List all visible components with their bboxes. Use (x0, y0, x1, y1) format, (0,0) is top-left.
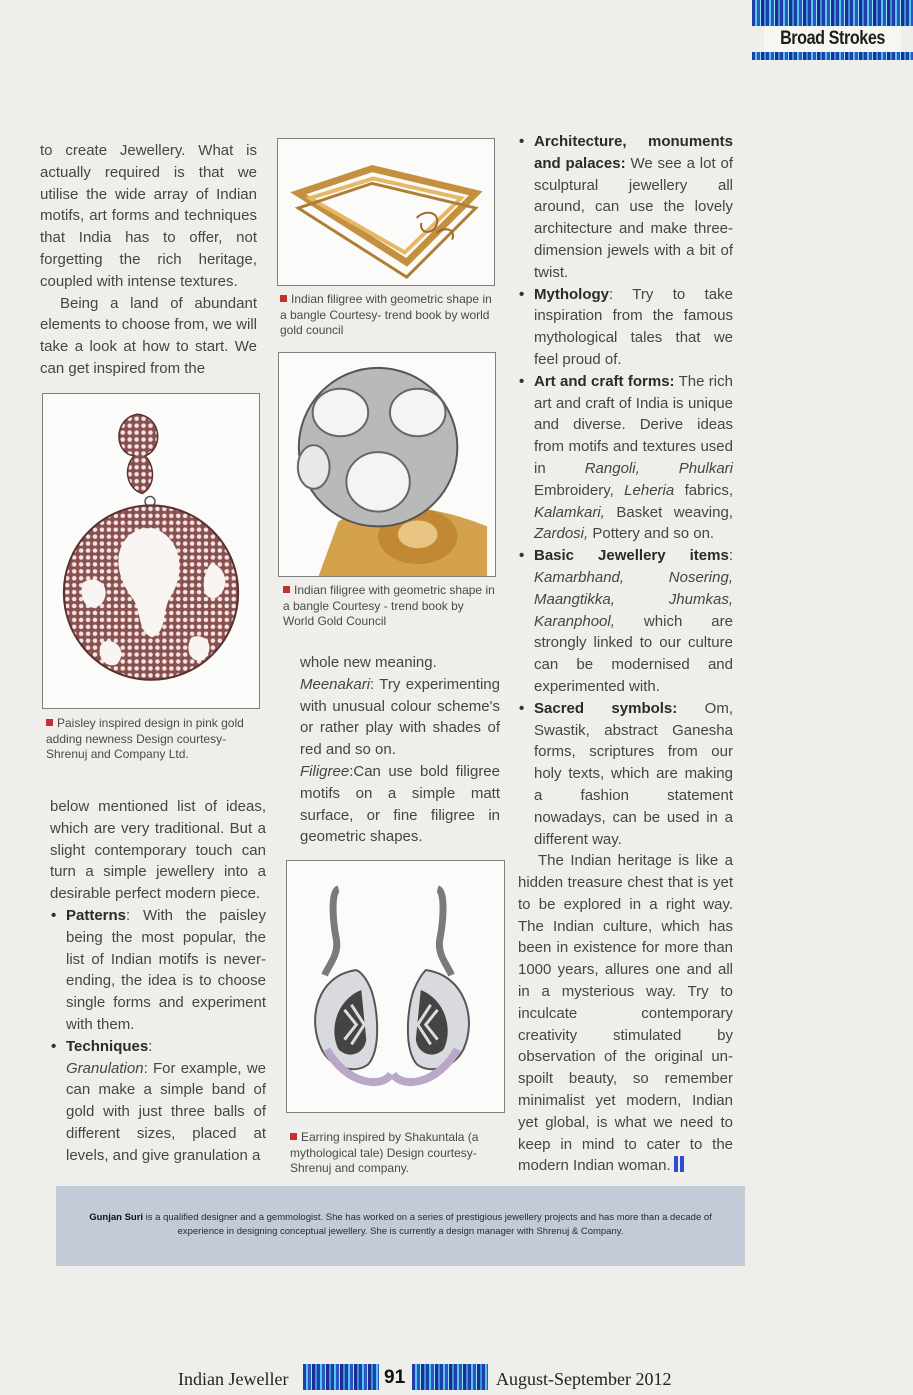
earring-figure (286, 860, 505, 1113)
earring-illustration (287, 861, 504, 1112)
author-name: Gunjan Suri (89, 1212, 144, 1223)
paisley-pendant-illustration (43, 394, 259, 708)
end-mark-icon (674, 1156, 678, 1172)
column3-text (518, 131, 733, 1177)
paisley-figure (42, 393, 260, 709)
paisley-caption: Paisley inspired design in pink gold adding newness Design courtesy- Shrenuj and Company Ltd. (46, 716, 244, 761)
section-title: Broad Strokes (764, 26, 901, 52)
footer-magazine: Indian Jeweller (178, 1369, 289, 1389)
bullet-sacred-symbols: • Sacred symbols: Om, Swastik, abstract Ganesha forms, scriptures from our holy texts, which are making a fashion statement nowadays, can be used in a different way. (518, 698, 733, 851)
caption-marker-icon (283, 586, 290, 593)
column2-text (300, 652, 500, 848)
bangle2-caption: Indian filigree with geometric shape in a bangle Courtesy - trend book by World Gold Council (283, 583, 495, 628)
geometric-bangle-illustration (279, 353, 495, 576)
bullet-basic-jewellery: • Basic Jewellery items: Kamarbhand, Nosering, Maangtikka, Jhumkas, Karanphool, which are strongly linked to our culture can be modernised and experimented with. (518, 545, 733, 698)
author-bio (56, 1186, 745, 1266)
caption-marker-icon (280, 295, 287, 302)
caption-marker-icon (46, 719, 53, 726)
bangle1-caption: Indian filigree with geometric shape in a bangle Courtesy- trend book by world gold council (280, 292, 492, 337)
column1-para2: Being a land of abundant elements to choose from, we will take a look at how to start. We can get inspired from the (40, 294, 257, 377)
bangle-figure-2 (278, 352, 496, 577)
footer-stripes-right (412, 1364, 488, 1390)
footer-stripes-left (303, 1364, 379, 1390)
closing-paragraph: The Indian heritage is like a hidden treasure chest that is yet to be explored in a right way. The Indian culture, which has been in existence for more than 1000 years, allures one and all in a mysterious way. Try to inculcate contemporary creativity stimulated by observation of the original un-spoilt beauty, so remember minimalist yet modern, Indian yet global, is what we need to keep in mind to cater to the modern Indian woman. (518, 852, 733, 1175)
column1-para3: below mentioned list of ideas, which are very traditional. But a slight contemporary touch can turn a simple jewellery into a desirable perfect modern piece. (50, 798, 266, 903)
bullet-patterns: • Patterns: With the paisley being the most popular, the list of Indian motifs is never-ending, the idea is to choose single forms and experiment with them. (50, 905, 266, 1036)
author-bio-text: is a qualified designer and a gemmologist. She has worked on a series of prestigious jewellery projects and has more than a decade of experience in designing conceptual jewellery. She is currently a design manager with Shrenuj & Company. (143, 1212, 712, 1237)
square-bangle-illustration (278, 139, 494, 285)
column1-intro: to create Jewellery. What is actually required is that we utilise the wide array of Indian motifs, art forms and techniques that India has to offer, not forgetting the rich heritage, coupled with intense textures. (40, 142, 257, 290)
granulation-text: Granulation: For example, we can make a simple band of gold with just three balls of different sizes, placed at levels, and give granulation a (66, 1059, 266, 1164)
earring-caption: Earring inspired by Shakuntala (a mythological tale) Design courtesy- Shrenuj and company. (290, 1130, 479, 1175)
column1-bottom (50, 796, 266, 1167)
filigree-text: Filigree:Can use bold filigree motifs on a simple matt surface, or fine filigree in geometric shapes. (300, 762, 500, 846)
bullet-architecture: • Architecture, monuments and palaces: We see a lot of sculptural jewellery all around, can use the lovely architecture and make three-dimension jewels with a bit of twist. (518, 131, 733, 284)
bullet-techniques: • Techniques: (50, 1036, 266, 1058)
bangle-figure-1 (277, 138, 495, 286)
footer-issue: August-September 2012 (496, 1369, 672, 1389)
header-stripes (752, 0, 913, 26)
page-number: 91 (384, 1367, 406, 1388)
earring-left (315, 889, 391, 1082)
column1-top (40, 140, 257, 380)
meenakari-text: Meenakari: Try experimenting with unusual colour scheme's or rather play with shades of red and so on. (300, 675, 500, 759)
earring-right (393, 889, 469, 1082)
bullet-mythology: • Mythology: Try to take inspiration from the famous mythological tales that we feel proud of. (518, 284, 733, 371)
bullet-art-craft: • Art and craft forms: The rich art and craft of India is unique and diverse. Derive ideas from motifs and textures used in Rangoli, Phulkari Embroidery, Leheria fabrics, Kalamkari, Basket weaving, Zardosi, Pottery and so on. (518, 371, 733, 545)
header-stripes-thin (752, 52, 913, 60)
caption-marker-icon (290, 1133, 297, 1140)
column2-cont: whole new meaning. (300, 654, 437, 671)
